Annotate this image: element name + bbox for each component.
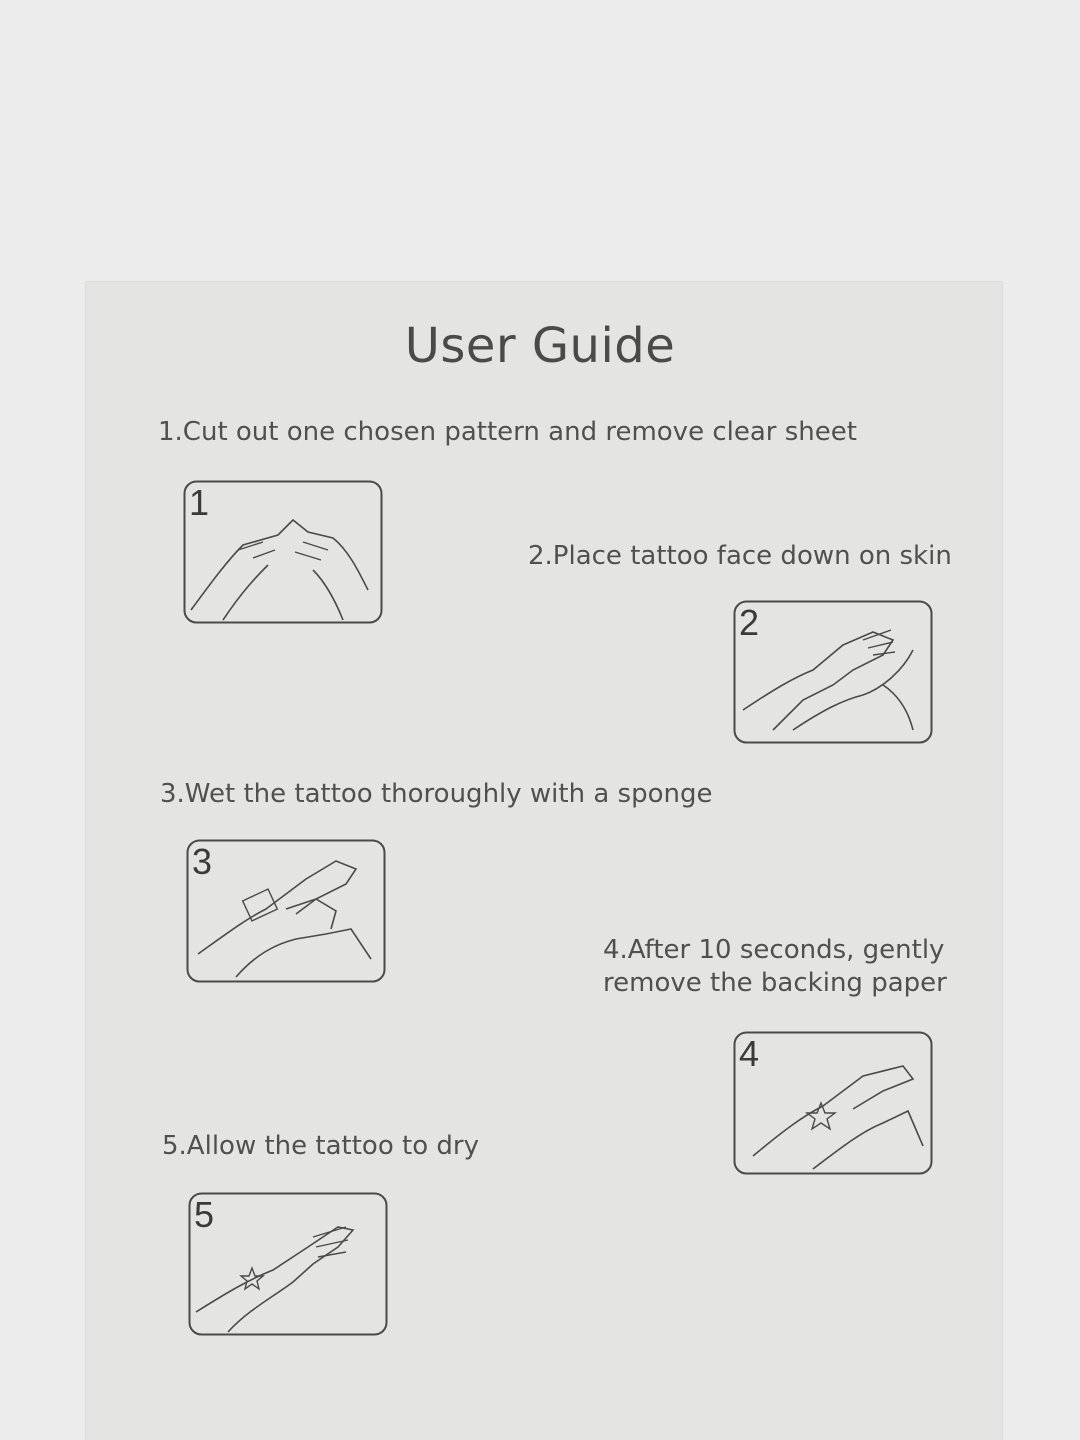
sponge-icon bbox=[186, 839, 386, 983]
step-1-illustration bbox=[183, 480, 383, 624]
step-4-text bbox=[603, 934, 947, 1000]
step-4-number: 4 bbox=[739, 1033, 760, 1074]
step-3-number: 3 bbox=[192, 841, 213, 882]
step-4-illustration bbox=[733, 1031, 933, 1175]
step-1-number: 1 bbox=[189, 482, 210, 523]
page-title: User Guide bbox=[404, 318, 676, 374]
place-tattoo-icon bbox=[733, 600, 933, 744]
cut-hands-icon bbox=[183, 480, 383, 624]
step-2-number: 2 bbox=[739, 602, 760, 643]
step-4-line-1: 4.After 10 seconds, gently bbox=[603, 935, 945, 965]
step-3-text: 3.Wet the tattoo thoroughly with a sponge bbox=[160, 779, 713, 809]
step-1-text: 1.Cut out one chosen pattern and remove clear sheet bbox=[158, 417, 857, 447]
step-5-text: 5.Allow the tattoo to dry bbox=[162, 1131, 479, 1161]
step-4-line-2: remove the backing paper bbox=[603, 968, 947, 998]
remove-paper-icon bbox=[733, 1031, 933, 1175]
step-3-illustration bbox=[186, 839, 386, 983]
step-2-illustration bbox=[733, 600, 933, 744]
step-5-number: 5 bbox=[194, 1194, 215, 1235]
step-5-illustration bbox=[188, 1192, 388, 1336]
dry-tattoo-icon bbox=[188, 1192, 388, 1336]
step-2-text: 2.Place tattoo face down on skin bbox=[528, 541, 952, 571]
